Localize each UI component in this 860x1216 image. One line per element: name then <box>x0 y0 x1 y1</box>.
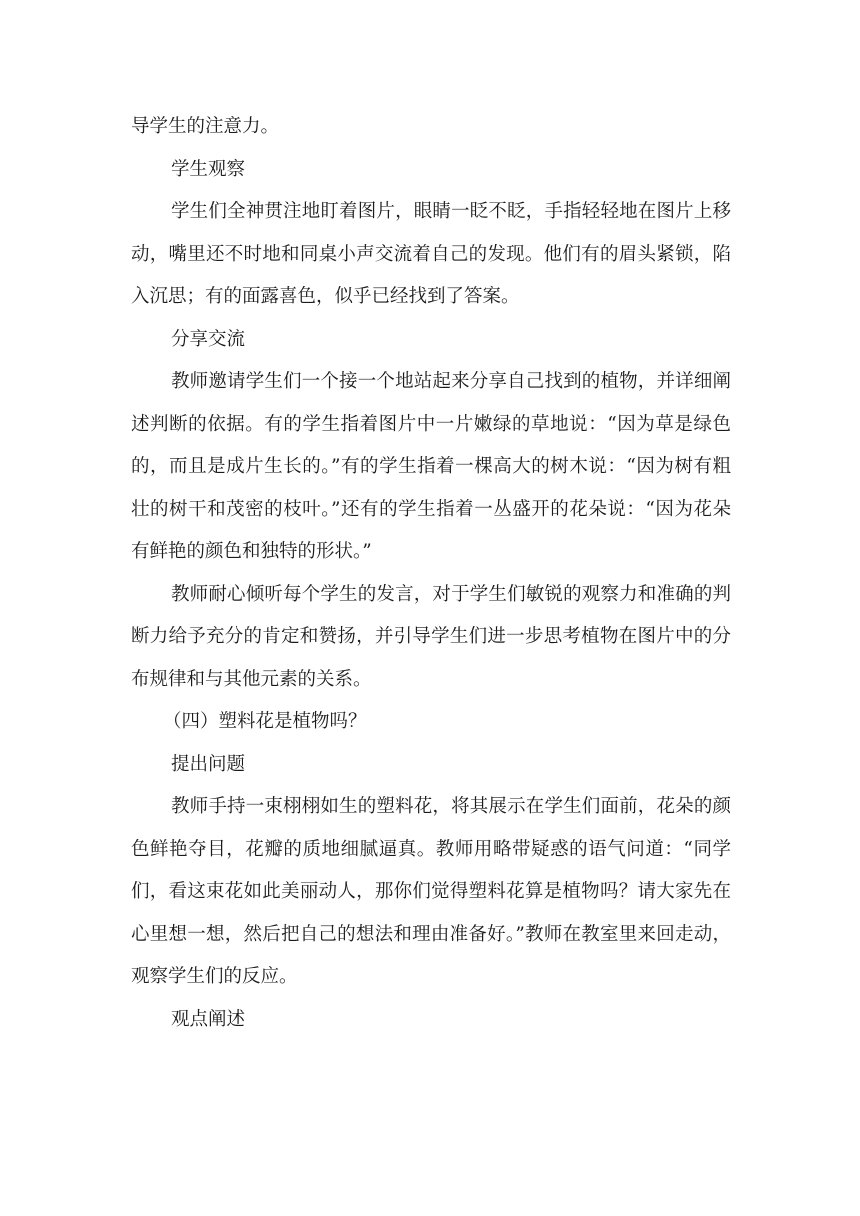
paragraph-sharing: 教师邀请学生们一个接一个地站起来分享自己找到的植物，并详细阐述判断的依据。有的学生指着图片中一片嫩绿的草地说：“因为草是绿色的，而且是成片生长的。”有的学生指着一棵高大的树木说：“因为树有粗壮的树干和茂密的枝叶。”还有的学生指着一丛盛开的花朵说：“因为花朵有鲜艳的颜色和独特的形状。” <box>131 371 731 562</box>
section-heading-ask-question: 提出问题 <box>171 753 246 775</box>
paragraph-ask-question: 教师手持一束栩栩如生的塑料花，将其展示在学生们面前，花朵的颜色鲜艳夺目，花瓣的质地细腻逼真。教师用略带疑惑的语气问道：“同学们，看这束花如此美丽动人，那你们觉得塑料花算是植物吗？请大家先在心里想一想，然后把自己的想法和理由准备好。”教师在教室里来回走动，观察学生们的反应。 <box>131 796 731 987</box>
paragraph-continuation: 导学生的注意力。 <box>131 116 280 137</box>
paragraph-student-observation: 学生们全神贯注地盯着图片，眼睛一眨不眨，手指轻轻地在图片上移动，嘴里还不时地和同桌小声交流着自己的发现。他们有的眉头紧锁，陷入沉思；有的面露喜色，似乎已经找到了答案。 <box>131 201 731 307</box>
section-heading-student-observation: 学生观察 <box>171 158 246 180</box>
section-heading-sharing: 分享交流 <box>171 328 246 350</box>
section-heading-plastic-flower: （四）塑料花是植物吗？ <box>163 711 367 732</box>
paragraph-teacher-listening: 教师耐心倾听每个学生的发言，对于学生们敏锐的观察力和准确的判断力给予充分的肯定和赞扬，并引导学生们进一步思考植物在图片中的分布规律和与其他元素的关系。 <box>131 583 731 690</box>
section-heading-viewpoint: 观点阐述 <box>171 1008 246 1030</box>
document-body <box>131 106 731 1041</box>
